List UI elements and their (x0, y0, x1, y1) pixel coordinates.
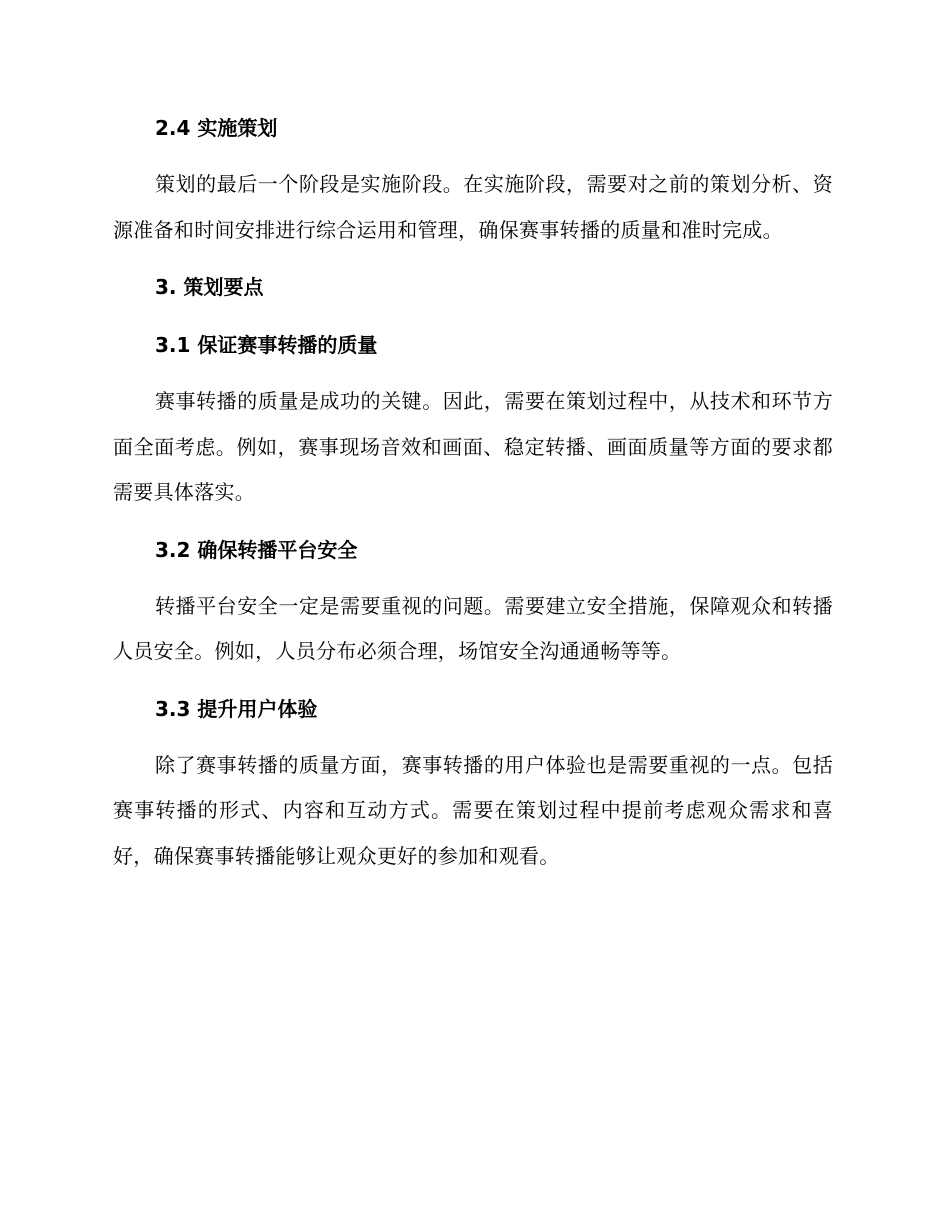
document-body (113, 112, 833, 879)
section-paragraph-3-2: 转播平台安全一定是需要重视的问题。需要建立安全措施，保障观众和转播人员安全。例如，人员分布必须合理，场馆安全沟通通畅等等。 (113, 593, 833, 663)
section-heading-2-4: 2.4 实施策划 (155, 116, 278, 140)
section-heading-3-3: 3.3 提升用户体验 (155, 696, 318, 721)
section-paragraph-2-4: 策划的最后一个阶段是实施阶段。在实施阶段，需要对之前的策划分析、资源准备和时间安排进行综合运用和管理，确保赛事转播的质量和准时完成。 (113, 172, 833, 242)
section-paragraph-3-1: 赛事转播的质量是成功的关键。因此，需要在策划过程中，从技术和环节方面全面考虑。例如，赛事现场音效和画面、稳定转播、画面质量等方面的要求都需要具体落实。 (113, 389, 833, 504)
section-heading-3-1: 3.1 保证赛事转播的质量 (155, 333, 378, 357)
section-heading-3-2: 3.2 确保转播平台安全 (155, 537, 358, 562)
section-paragraph-3-3: 除了赛事转播的质量方面，赛事转播的用户体验也是需要重视的一点。包括赛事转播的形式、内容和互动方式。需要在策划过程中提前考虑观众需求和喜好，确保赛事转播能够让观众更好的参加和观看。 (113, 752, 833, 868)
section-heading-3: 3. 策划要点 (155, 275, 264, 299)
